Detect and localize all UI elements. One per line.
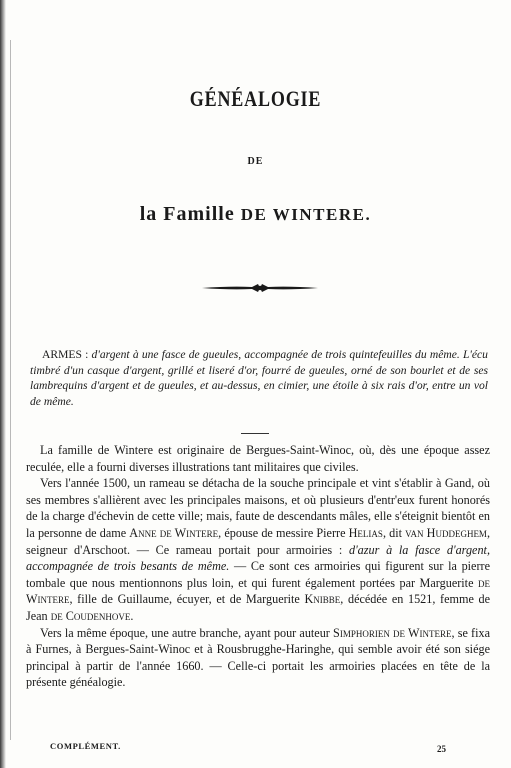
margin-rule <box>10 40 11 740</box>
p2-text-c: , dit <box>382 525 406 540</box>
armes-text-1: d'argent à une fasce de gueules, accompagnée de trois quintefeuilles du même. <box>88 348 460 361</box>
family-name: DE WINTERE. <box>240 205 372 224</box>
ornament-divider <box>200 282 320 294</box>
p2-text-a: Vers l'année 1500, un rameau se détacha de la souche principale et vint s'établir à Gand, où ses membres s'allièrent avec les principales maisons, et où plusieurs d'entr'eux furent honorés de la charge d'échevin de cette ville; mais, faute de descendants mâles, elle s'éteignit bientôt en la personne de dame <box>26 476 490 540</box>
p2-name-dw: de Wintere <box>26 575 490 607</box>
page-edge-shadow <box>0 0 6 768</box>
paragraph-1: La famille de Wintere est originaire de Bergues-Saint-Winoc, où, dès une époque assez reculée, elle a fourni diverses illustrations tant militaires que civiles. <box>26 443 490 474</box>
p2-arms: d'azur à la fasce d'argent, accompagnée de trois besants de même. <box>26 542 490 574</box>
p2-name-knibbe: Knibbe <box>304 592 341 607</box>
p2-name-coudenhove: de Coudenhove <box>50 608 131 623</box>
paragraph-2 <box>26 475 490 624</box>
p2-text-h: . <box>130 608 134 623</box>
p2-text-b: , épouse de messire Pierre <box>218 525 349 540</box>
family-prefix: la Famille <box>139 203 235 225</box>
p2-name-helias: Helias <box>348 525 383 540</box>
section-separator <box>241 433 269 434</box>
signature-mark: COMPLÉMENT. <box>50 741 121 751</box>
p2-name-vh: van Huddeghem <box>405 525 487 540</box>
paragraph-3 <box>26 625 490 691</box>
armes-label: ARMES : <box>42 348 89 361</box>
p2-text-e: — Ce sont ces armoiries qui figurent sur la pierre tombale que nous mentionnons plus loin, et qui furent également portées par Marguerite <box>26 559 490 590</box>
p2-text-f: , fille de Guillaume, écuyer, et de Marguerite <box>69 592 305 607</box>
p3-name-simphorien: Simphorien de Wintere <box>333 625 452 640</box>
body-text <box>26 442 490 691</box>
p2-text-d: , seigneur d'Arschoot. — Ce rameau portait pour armoiries : <box>26 525 490 557</box>
page-title: GÉNÉALOGIE <box>189 86 322 111</box>
p2-text-g: , décédée en 1521, femme de Jean <box>26 592 491 623</box>
page-number: 25 <box>437 744 446 754</box>
family-title <box>0 203 511 226</box>
p2-name-anne: Anne de Wintere <box>129 525 219 540</box>
p3-text-b: , se fixa à Furnes, à Bergues-Saint-Winoc et à Rousbrugghe-Haringhe, qui semble avoir été son siége principal à partir de l'année 1660. — Celle-ci portait les armoiries placées en tête de la présente généalogie. <box>26 625 490 690</box>
title-connector: DE <box>247 156 264 167</box>
armes-block <box>30 347 488 409</box>
p3-text-a: Vers la même époque, une autre branche, ayant pour auteur <box>40 625 334 640</box>
armes-text-2: L'écu timbré d'un casque d'argent, grillé et liseré d'or, fourré de gueules, orné de son bourlet et de ses lambrequins d'argent et de gueules, et au-dessus, en cimier, une étoile à six rais d'or, entre un vol de même. <box>30 348 488 408</box>
